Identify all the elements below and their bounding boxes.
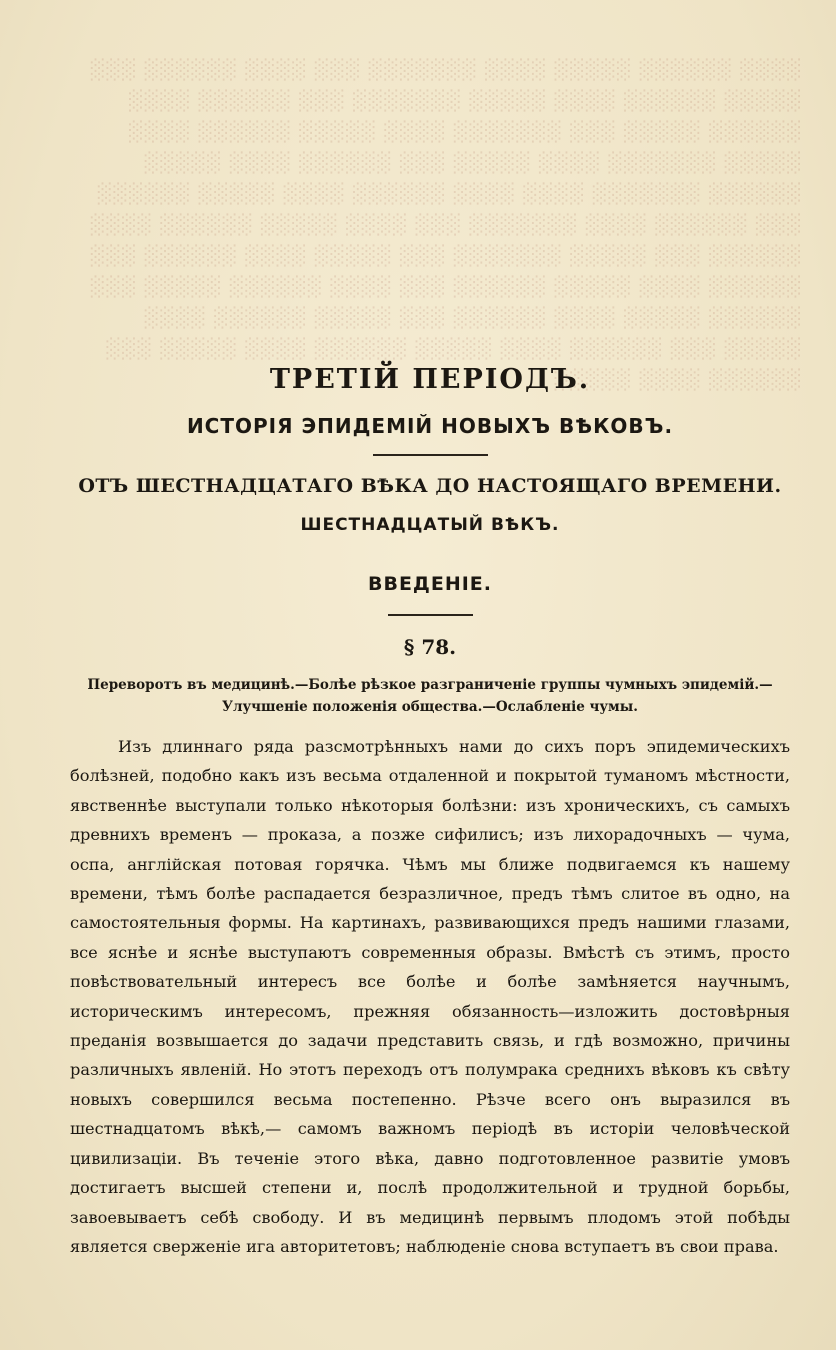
page-content: [70, 360, 790, 1261]
century-title: ШЕСТНАДЦАТЫЙ ВѢКЪ.: [300, 515, 560, 535]
body-paragraph: Изъ длиннаго ряда разсмотрѣнныхъ нами до сихъ поръ эпидемическихъ болѣзней, подобно какъ изъ весьма отдаленной и покрытой туманомъ мѣстности, явственнѣе выступали только нѣкоторыя болѣзни: изъ хроническихъ, съ самыхъ древнихъ временъ — проказа, а позже сифилисъ; изъ лихорадочныхъ — чума, оспа, англійская потовая горячка. Чѣмъ мы ближе подвигаемся къ нашему времени, тѣмъ болѣе распадается безразличное, предъ тѣмъ слитое въ одно, на самостоятельныя формы. На картинахъ, развивающихся предъ нашими глазами, все яснѣе и яснѣе выступаютъ современныя образы. Вмѣстѣ съ этимъ, просто повѣствовательный интересъ все болѣе и болѣе замѣняется научнымъ, историческимъ интересомъ, прежняя обязанность—изложить достовѣрныя преданія возвышается до задачи представить связь, и гдѣ возможно, причины различныхъ явленій. Но этотъ переходъ отъ полумрака среднихъ вѣковъ къ свѣту новыхъ совершился весьма постепенно. Рѣзче всего онъ выразился въ шестнадцатомъ вѣкѣ,— самомъ важномъ періодѣ въ исторіи человѣческой цивилизаціи. Въ теченіе этого вѣка, давно подготовленное развитіе умовъ достигаетъ высшей степени и, послѣ продолжительной и трудной борьбы, завоевываетъ себѣ свободу. И въ медицинѣ первымъ плодомъ этой побѣды является сверженіе ига авторитетовъ; наблюденіе снова вступаетъ въ свои права.: [70, 737, 790, 1256]
divider-rule-2: [388, 614, 473, 616]
period-title: ТРЕТІЙ ПЕРІОДЪ.: [269, 364, 591, 395]
bleed-through-texture: ░░░░ ░░░░░░ ░░░░░ ░░░░ ░░░░░░░ ░░░ ░░░░ ░░░░░░ ░░░ ░░░░░ ░░░░░░ ░░░░ ░░░░░ ░░░░░░░ ░░░ ░░░░░░ ░░░░ ░░░░░░ ░░░░░ ░░░ ░░░░░░░ ░░░░ ░░░░░ ░░░░░░ ░░░░ ░░░░░ ░░░░░░░ ░░░░ ░░░░░ ░░░ ░░░░░░ ░░░░ ░░░░░ ░░░░░░ ░░░░░░░ ░░░░ ░░░░ ░░░░░░ ░░░░ ░░░░░ ░░░░░░ ░░░ ░░░░░░ ░░░░ ░░░░░░░ ░░░ ░░░░ ░░░░░ ░░░░░░ ░░░░ ░░░░░░ ░░░ ░░░░░ ░░░░░░░ ░░░ ░░░░░ ░░░░ ░░░░░░ ░░░ ░░░░░░ ░░░░ ░░░░░ ░░░░░░ ░░░ ░░░░ ░░░░░░ ░░░░░ ░░░ ░░░░░░ ░░░░░ ░░░░ ░░░░░░ ░░░ ░░░░░ ░░░░░░ ░░░░ ░░░░░ ░░░ ░░░░░░ ░░░░ ░░░░░ ░░░░░░ ░░░░ ░░░░░ ░░░ ░░░░░░ ░░░░ ░░░░░: [87, 59, 800, 391]
era-title: ИСТОРІЯ ЭПИДЕМІЙ НОВЫХЪ ВѢКОВЪ.: [186, 414, 674, 438]
introduction-title: ВВЕДЕНІЕ.: [367, 573, 492, 595]
span-title: ОТЪ ШЕСТНАДЦАТАГО ВѢКА ДО НАСТОЯЩАГО ВРЕМЕНИ.: [78, 475, 782, 497]
divider-rule: [373, 454, 488, 456]
section-summary: Переворотъ въ медицинѣ.—Болѣе рѣзкое разграниченіе группы чумныхъ эпидемій.—Улучшеніе положенія общества.—Ослабленіе чумы.: [87, 677, 773, 715]
section-number: § 78.: [403, 635, 457, 659]
